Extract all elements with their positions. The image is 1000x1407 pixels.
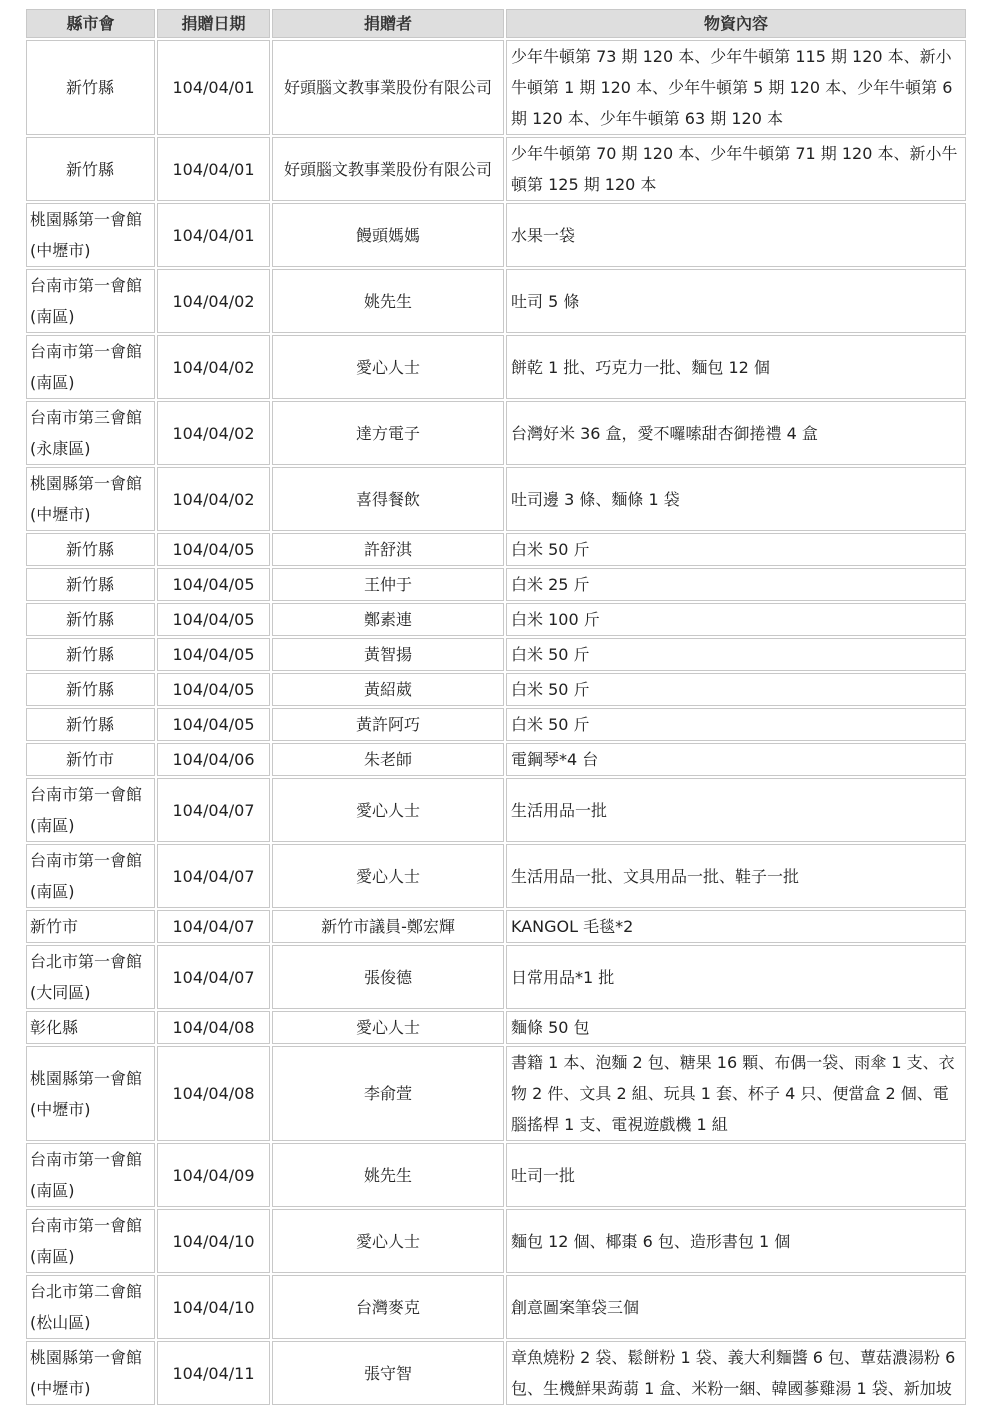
cell-donor: 新竹市議員-鄭宏輝 <box>272 910 504 943</box>
cell-items: 台灣好米 36 盒，愛不囉嗦甜杏御捲禮 4 盒 <box>506 401 966 465</box>
cell-donor: 朱老師 <box>272 743 504 776</box>
cell-donor: 姚先生 <box>272 269 504 333</box>
cell-date: 104/04/05 <box>157 673 270 706</box>
cell-items: 吐司 5 條 <box>506 269 966 333</box>
table-row <box>26 467 966 531</box>
cell-donor: 達方電子 <box>272 401 504 465</box>
header-items: 物資內容 <box>506 9 966 38</box>
table-row <box>26 401 966 465</box>
table-row <box>26 137 966 201</box>
cell-donor: 許舒淇 <box>272 533 504 566</box>
cell-items: 水果一袋 <box>506 203 966 267</box>
cell-donor: 張守智 <box>272 1341 504 1405</box>
cell-items: 生活用品一批 <box>506 778 966 842</box>
cell-donor: 黃紹葳 <box>272 673 504 706</box>
cell-items: 吐司一批 <box>506 1143 966 1207</box>
cell-date: 104/04/10 <box>157 1275 270 1339</box>
cell-date: 104/04/08 <box>157 1046 270 1141</box>
cell-date: 104/04/05 <box>157 603 270 636</box>
cell-county: 台南市第一會館(南區) <box>26 1143 155 1207</box>
cell-date: 104/04/01 <box>157 203 270 267</box>
cell-items: 麵包 12 個、椰棗 6 包、造形書包 1 個 <box>506 1209 966 1273</box>
cell-date: 104/04/05 <box>157 568 270 601</box>
cell-county: 桃園縣第一會館(中壢市) <box>26 467 155 531</box>
cell-items: 章魚燒粉 2 袋、鬆餅粉 1 袋、義大利麵醬 6 包、蕈菇濃湯粉 6 包、生機鮮果蒟蒻 1 盒、米粉一綑、韓國蔘雞湯 1 袋、新加坡 <box>506 1341 966 1405</box>
cell-donor: 王仲于 <box>272 568 504 601</box>
table-row <box>26 335 966 399</box>
cell-donor: 張俊德 <box>272 945 504 1009</box>
cell-date: 104/04/02 <box>157 467 270 531</box>
cell-date: 104/04/05 <box>157 638 270 671</box>
cell-donor: 愛心人士 <box>272 778 504 842</box>
cell-date: 104/04/10 <box>157 1209 270 1273</box>
cell-items: 白米 100 斤 <box>506 603 966 636</box>
cell-items: 電鋼琴*4 台 <box>506 743 966 776</box>
cell-county: 彰化縣 <box>26 1011 155 1044</box>
table-row <box>26 568 966 601</box>
cell-donor: 黃許阿巧 <box>272 708 504 741</box>
cell-date: 104/04/02 <box>157 335 270 399</box>
cell-items: 少年牛頓第 70 期 120 本、少年牛頓第 71 期 120 本、新小牛頓第 125 期 120 本 <box>506 137 966 201</box>
cell-county: 新竹縣 <box>26 708 155 741</box>
cell-items: 吐司邊 3 條、麵條 1 袋 <box>506 467 966 531</box>
cell-county: 新竹市 <box>26 743 155 776</box>
cell-county: 台北市第一會館(大同區) <box>26 945 155 1009</box>
cell-county: 新竹縣 <box>26 673 155 706</box>
header-county: 縣市會 <box>26 9 155 38</box>
cell-county: 台南市第一會館(南區) <box>26 335 155 399</box>
table-row <box>26 1143 966 1207</box>
cell-donor: 愛心人士 <box>272 844 504 908</box>
table-row <box>26 1011 966 1044</box>
cell-date: 104/04/05 <box>157 533 270 566</box>
cell-donor: 黃智揚 <box>272 638 504 671</box>
table-row <box>26 673 966 706</box>
cell-items: 白米 50 斤 <box>506 708 966 741</box>
cell-donor: 李俞萱 <box>272 1046 504 1141</box>
cell-donor: 愛心人士 <box>272 1011 504 1044</box>
table-row <box>26 638 966 671</box>
header-donor: 捐贈者 <box>272 9 504 38</box>
cell-date: 104/04/11 <box>157 1341 270 1405</box>
table-row <box>26 708 966 741</box>
cell-county: 台南市第一會館(南區) <box>26 269 155 333</box>
cell-county: 桃園縣第一會館(中壢市) <box>26 203 155 267</box>
cell-date: 104/04/01 <box>157 137 270 201</box>
table-row <box>26 203 966 267</box>
cell-date: 104/04/07 <box>157 945 270 1009</box>
cell-items: 生活用品一批、文具用品一批、鞋子一批 <box>506 844 966 908</box>
cell-items: 麵條 50 包 <box>506 1011 966 1044</box>
table-row <box>26 844 966 908</box>
cell-county: 台南市第一會館(南區) <box>26 844 155 908</box>
cell-donor: 好頭腦文教事業股份有限公司 <box>272 40 504 135</box>
cell-county: 新竹縣 <box>26 40 155 135</box>
table-row <box>26 778 966 842</box>
cell-items: 餅乾 1 批、巧克力一批、麵包 12 個 <box>506 335 966 399</box>
cell-items: 白米 25 斤 <box>506 568 966 601</box>
cell-donor: 愛心人士 <box>272 335 504 399</box>
cell-items: 書籍 1 本、泡麵 2 包、糖果 16 顆、布偶一袋、雨傘 1 支、衣物 2 件、文具 2 組、玩具 1 套、杯子 4 只、便當盒 2 個、電腦搖桿 1 支、電視遊戲機 1 組 <box>506 1046 966 1141</box>
cell-items: 白米 50 斤 <box>506 533 966 566</box>
cell-county: 新竹市 <box>26 910 155 943</box>
cell-items: 白米 50 斤 <box>506 638 966 671</box>
table-row <box>26 533 966 566</box>
cell-county: 新竹縣 <box>26 603 155 636</box>
cell-date: 104/04/05 <box>157 708 270 741</box>
cell-items: 少年牛頓第 73 期 120 本、少年牛頓第 115 期 120 本、新小牛頓第 1 期 120 本、少年牛頓第 5 期 120 本、少年牛頓第 6 期 120 本、少年牛頓第 63 期 120 本 <box>506 40 966 135</box>
cell-donor: 台灣麥克 <box>272 1275 504 1339</box>
table-body <box>26 40 966 1405</box>
cell-date: 104/04/02 <box>157 269 270 333</box>
table-row <box>26 40 966 135</box>
cell-date: 104/04/08 <box>157 1011 270 1044</box>
cell-items: KANGOL 毛毯*2 <box>506 910 966 943</box>
cell-county: 新竹縣 <box>26 568 155 601</box>
table-row <box>26 1341 966 1405</box>
cell-county: 桃園縣第一會館(中壢市) <box>26 1341 155 1405</box>
cell-date: 104/04/01 <box>157 40 270 135</box>
cell-date: 104/04/06 <box>157 743 270 776</box>
cell-county: 新竹縣 <box>26 638 155 671</box>
cell-county: 新竹縣 <box>26 533 155 566</box>
cell-donor: 好頭腦文教事業股份有限公司 <box>272 137 504 201</box>
table-row <box>26 945 966 1009</box>
cell-date: 104/04/09 <box>157 1143 270 1207</box>
cell-items: 白米 50 斤 <box>506 673 966 706</box>
header-date: 捐贈日期 <box>157 9 270 38</box>
cell-donor: 喜得餐飲 <box>272 467 504 531</box>
donation-table <box>24 7 968 1407</box>
cell-donor: 愛心人士 <box>272 1209 504 1273</box>
cell-date: 104/04/02 <box>157 401 270 465</box>
cell-county: 台南市第一會館(南區) <box>26 778 155 842</box>
header-row <box>26 9 966 38</box>
table-row <box>26 910 966 943</box>
cell-donor: 鄭素連 <box>272 603 504 636</box>
cell-county: 台南市第一會館(南區) <box>26 1209 155 1273</box>
table-row <box>26 603 966 636</box>
cell-county: 桃園縣第一會館(中壢市) <box>26 1046 155 1141</box>
cell-donor: 姚先生 <box>272 1143 504 1207</box>
cell-county: 台南市第三會館(永康區) <box>26 401 155 465</box>
table-row <box>26 1046 966 1141</box>
cell-county: 台北市第二會館(松山區) <box>26 1275 155 1339</box>
cell-date: 104/04/07 <box>157 844 270 908</box>
cell-items: 創意圖案筆袋三個 <box>506 1275 966 1339</box>
cell-donor: 饅頭媽媽 <box>272 203 504 267</box>
cell-date: 104/04/07 <box>157 910 270 943</box>
donation-table-container <box>24 7 966 1407</box>
table-row <box>26 1275 966 1339</box>
table-row <box>26 1209 966 1273</box>
table-row <box>26 743 966 776</box>
cell-items: 日常用品*1 批 <box>506 945 966 1009</box>
table-row <box>26 269 966 333</box>
cell-date: 104/04/07 <box>157 778 270 842</box>
cell-county: 新竹縣 <box>26 137 155 201</box>
